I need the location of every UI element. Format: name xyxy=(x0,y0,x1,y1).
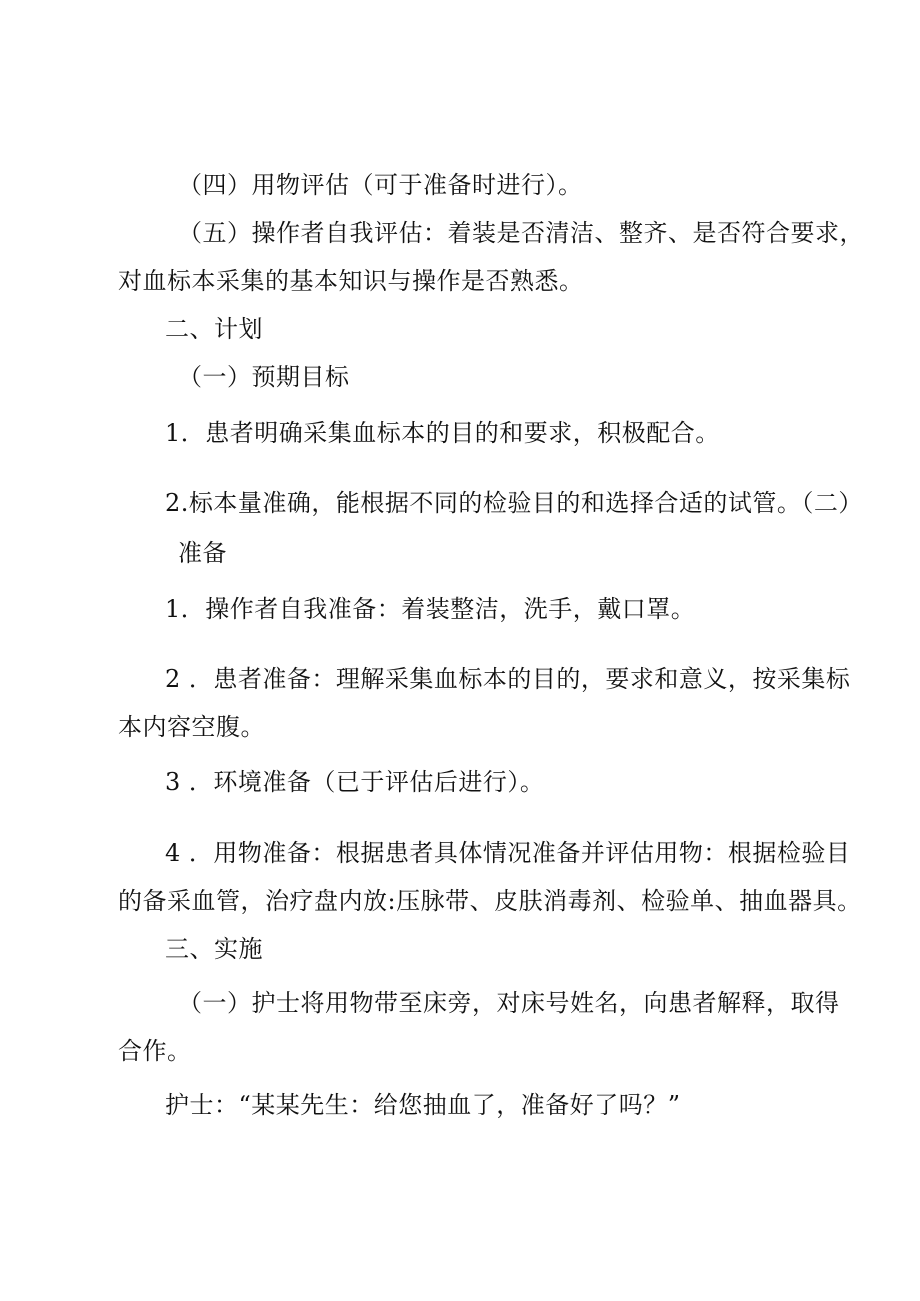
paragraph-implementation-1-cont: 合作。 xyxy=(118,1037,192,1065)
list-item-prep-1: 1．操作者自我准备：着装整洁，洗手，戴口罩。 xyxy=(165,595,696,623)
section-heading-plan: 二、计划 xyxy=(165,315,263,343)
dialogue-nurse: 护士：“某某先生：给您抽血了，准备好了吗？” xyxy=(165,1091,681,1119)
subsection-heading-goals: （一）预期目标 xyxy=(178,363,350,391)
list-item-prep-2-cont: 本内容空腹。 xyxy=(118,713,265,741)
list-item-prep-4: 4 ．用物准备：根据患者具体情况准备并评估用物：根据检验目 xyxy=(165,839,851,867)
paragraph-line-2: （五）操作者自我评估：着装是否清洁、整齐、是否符合要求， xyxy=(178,219,864,247)
list-item-goal-1: 1．患者明确采集血标本的目的和要求，积极配合。 xyxy=(165,419,720,447)
list-item-prep-2: 2 ．患者准备：理解采集血标本的目的，要求和意义，按采集标 xyxy=(165,665,851,693)
paragraph-line-3: 对血标本采集的基本知识与操作是否熟悉。 xyxy=(118,267,584,295)
list-item-goal-2: 2.标本量准确，能根据不同的检验目的和选择合适的试管。（二） xyxy=(165,489,863,517)
list-item-prep-3: 3 ．环境准备（已于评估后进行）。 xyxy=(165,768,545,796)
list-item-prep-4-cont: 的备采血管，治疗盘内放:压脉带、皮肤消毒剂、检验单、抽血器具。 xyxy=(118,887,862,915)
paragraph-line-1: （四）用物评估（可于准备时进行）。 xyxy=(178,171,583,199)
subsection-heading-preparation: 准备 xyxy=(178,539,227,567)
paragraph-implementation-1: （一）护士将用物带至床旁，对床号姓名，向患者解释，取得 xyxy=(178,989,840,1017)
section-heading-implementation: 三、实施 xyxy=(165,935,263,963)
